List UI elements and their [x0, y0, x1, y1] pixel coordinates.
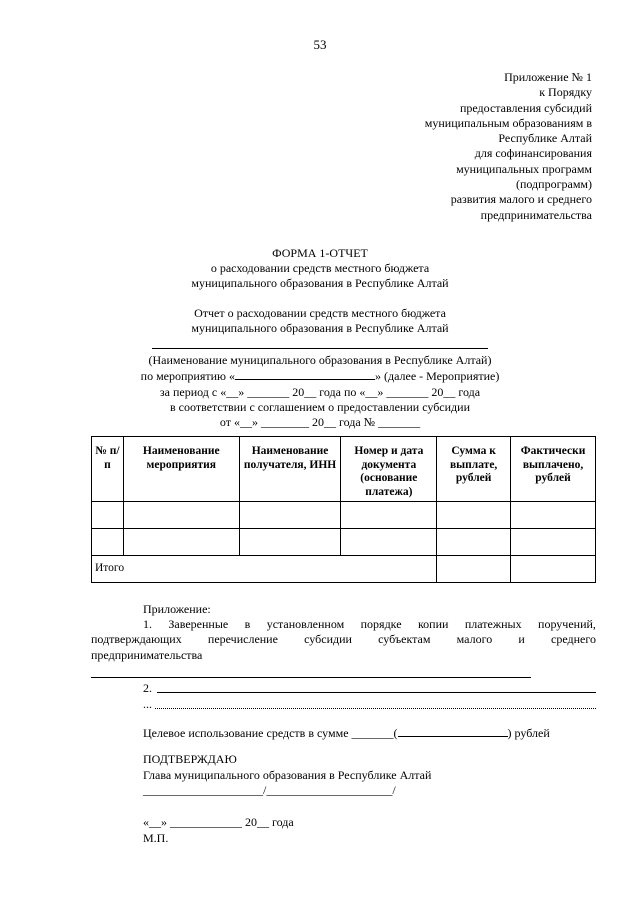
attachment-heading: Приложение:: [143, 602, 211, 616]
table-cell[interactable]: [437, 529, 511, 556]
header-amount-paid: Фактически выплачено, рублей: [511, 437, 596, 502]
word: подтверждающих: [91, 632, 182, 647]
confirm-heading: ПОДТВЕРЖДАЮ: [143, 752, 237, 766]
report-line-1: Отчет о расходовании средств местного бюджета: [194, 306, 446, 320]
table-cell[interactable]: [341, 529, 437, 556]
agreement-line: в соответствии с соглашением о предоставлении субсидии: [169, 399, 471, 414]
appendix-line: (подпрограмм): [515, 177, 592, 192]
word: субсидии: [304, 632, 352, 647]
attachment-item-1-line-1: [91, 617, 596, 632]
appendix-line: предпринимательства: [480, 207, 592, 222]
table-cell[interactable]: [437, 502, 511, 529]
attachment-block: [91, 602, 596, 663]
table-cell[interactable]: [341, 502, 437, 529]
total-label: Итого: [92, 556, 437, 583]
total-amount-paid-cell[interactable]: [511, 556, 596, 583]
word: субъектам: [378, 632, 431, 647]
word: малого: [456, 632, 493, 647]
appendix-line: к Порядку: [539, 85, 592, 100]
table-row: [92, 529, 596, 556]
table-cell[interactable]: [92, 529, 124, 556]
appendix-line: муниципальных программ: [456, 161, 592, 176]
signature-line[interactable]: ____________________/_____________________/: [143, 783, 396, 797]
attachment-item-2: [143, 681, 152, 695]
word: 1.: [143, 617, 152, 632]
event-name-field[interactable]: [235, 368, 375, 380]
word: поручений,: [538, 617, 596, 632]
appendix-line: Республике Алтай: [498, 131, 592, 146]
footer-block: [143, 815, 294, 846]
table-cell[interactable]: [123, 529, 239, 556]
header-amount-due: Сумма к выплате, рублей: [437, 437, 511, 502]
table-header-row: [92, 437, 596, 502]
attachment-ellipsis-field[interactable]: [155, 708, 596, 709]
seal-label: М.П.: [143, 830, 169, 845]
header-recipient: Наименование получателя, ИНН: [239, 437, 341, 502]
table-cell[interactable]: [123, 502, 239, 529]
event-line: [0, 368, 640, 384]
event-prefix: по мероприятию «: [140, 369, 235, 384]
period-line: за период с «__» _______ 20__ года по «__» _______ 20__ года: [159, 384, 481, 399]
confirm-signer: Глава муниципального образования в Республике Алтай: [143, 767, 432, 782]
item-2-number: 2.: [143, 681, 152, 695]
appendix-line: Приложение № 1: [504, 70, 592, 84]
target-use-line: [143, 725, 550, 740]
word: копии: [417, 617, 449, 632]
table-cell[interactable]: [92, 502, 124, 529]
form-subtitle-2: муниципального образования в Республике Алтай: [191, 276, 449, 291]
report-line-2: муниципального образования в Республике Алтай: [191, 321, 449, 336]
table-cell[interactable]: [511, 529, 596, 556]
agreement-date-line: от «__» ________ 20__ года № _______: [219, 415, 421, 430]
word: установленном: [266, 617, 345, 632]
table-row: [92, 502, 596, 529]
header-document: Номер и дата документа (основание платежа): [341, 437, 437, 502]
appendix-line: для софинансирования: [474, 146, 592, 161]
attachment-item-1-line-2: [91, 632, 596, 647]
target-use-suffix: ) рублей: [507, 726, 550, 740]
date-line[interactable]: «__» ____________ 20__ года: [143, 815, 294, 829]
word: в: [244, 617, 251, 632]
table-cell[interactable]: [239, 529, 341, 556]
word: платежных: [464, 617, 522, 632]
form-subtitle-1: о расходовании средств местного бюджета: [210, 261, 430, 276]
municipality-caption: (Наименование муниципального образования в Республике Алтай): [148, 353, 492, 368]
form-title-block: [0, 246, 640, 292]
appendix-line: предоставления субсидий: [459, 100, 592, 115]
appendix-line: муниципальным образованиям в: [424, 115, 592, 130]
ellipsis: ...: [143, 697, 152, 711]
word: перечисление: [207, 632, 278, 647]
total-amount-due-cell[interactable]: [437, 556, 511, 583]
header-number: № п/п: [92, 437, 124, 502]
word: порядке: [360, 617, 402, 632]
attachment-item-2-field[interactable]: [157, 692, 596, 693]
word: и: [518, 632, 525, 647]
table-cell[interactable]: [511, 502, 596, 529]
report-table: [91, 436, 596, 583]
appendix-block: [332, 70, 592, 223]
word: среднего: [551, 632, 596, 647]
table-total-row: [92, 556, 596, 583]
word: Заверенные: [168, 617, 229, 632]
page-number: 53: [313, 37, 327, 52]
appendix-line: развития малого и среднего: [450, 192, 592, 207]
table-cell[interactable]: [239, 502, 341, 529]
attachment-fill-line-1[interactable]: [91, 677, 531, 678]
target-use-prefix: Целевое использование средств в сумме _______(: [143, 726, 398, 740]
municipality-name-field[interactable]: [152, 337, 488, 349]
event-suffix: » (далее - Мероприятие): [374, 369, 500, 384]
attachment-item-1-line-3: предпринимательства: [91, 647, 203, 662]
report-heading-block: [0, 306, 640, 336]
target-use-amount-words-field[interactable]: [398, 725, 508, 737]
confirmation-block: [143, 752, 431, 799]
attachment-ellipsis: [143, 697, 152, 711]
form-title: ФОРМА 1-ОТЧЕТ: [272, 246, 368, 260]
header-event-name: Наименование мероприятия: [123, 437, 239, 502]
fill-in-block: [0, 337, 640, 430]
